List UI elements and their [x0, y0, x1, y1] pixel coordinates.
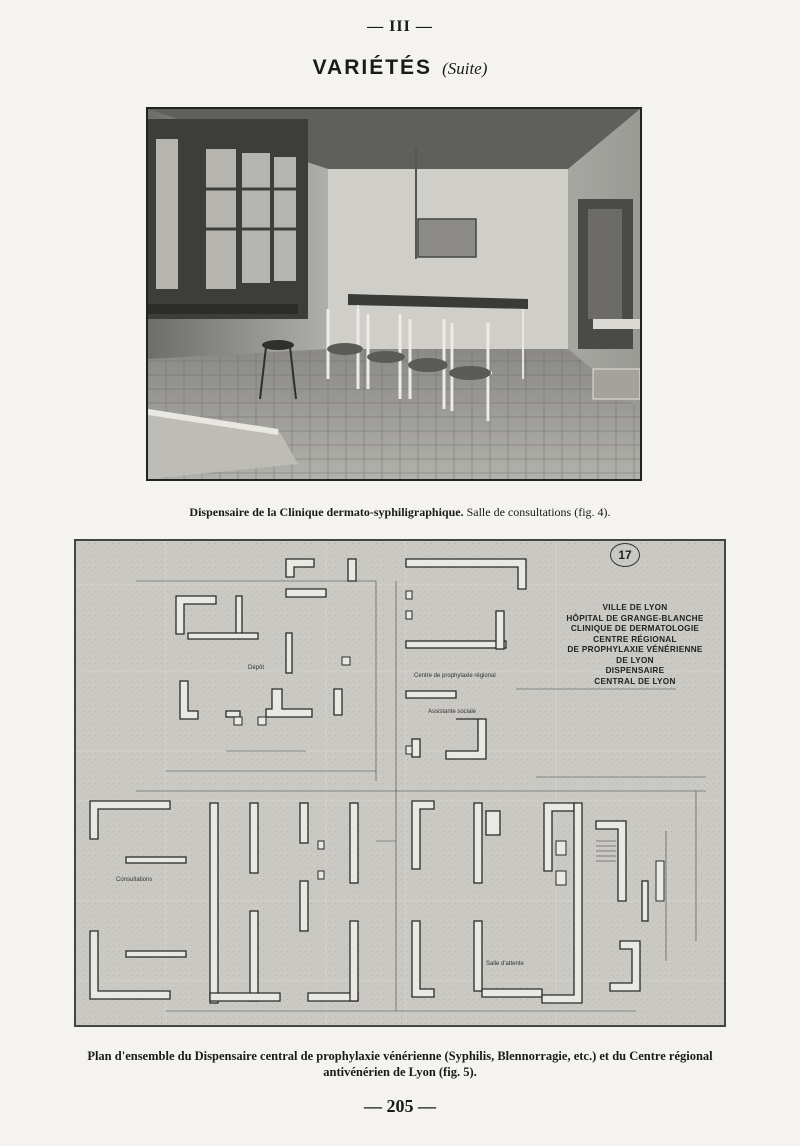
room-label: Salle d'attente	[486, 961, 524, 967]
room-label: Consultations	[116, 877, 153, 883]
running-page-number: — III —	[367, 18, 433, 35]
figure4-caption-bold: Dispensaire de la Clinique dermato-syphiligraphique.	[189, 505, 464, 519]
figure5-caption	[0, 1048, 800, 1080]
section-title-main: VARIÉTÉS	[312, 56, 433, 79]
section-title-suffix: (Suite)	[442, 59, 488, 78]
section-title	[0, 56, 800, 80]
plan-title-line: DISPENSAIRE	[605, 666, 665, 675]
plan-title-line: CENTRE RÉGIONAL	[593, 634, 677, 644]
figure4-caption	[0, 505, 800, 520]
floor-plan	[74, 539, 726, 1027]
figure4-caption-rest: Salle de consultations (fig. 4).	[466, 505, 611, 519]
room-label: Dépôt	[248, 665, 265, 671]
room-label: Assistante sociale	[428, 709, 477, 715]
plan-sheet-number: 17	[610, 543, 640, 567]
figure5-caption-line1: Plan d'ensemble du Dispensaire central de prophylaxie vénérienne (Syphilis, Blennorragie, etc.) et du Centre régional	[87, 1049, 713, 1063]
plan-title-line: DE LYON	[616, 655, 654, 665]
plan-title-line: HÔPITAL DE GRANGE-BLANCHE	[566, 613, 704, 623]
plan-title-line: CENTRAL DE LYON	[594, 676, 676, 686]
consultation-room-photo	[146, 107, 642, 481]
room-label: Centre de prophylaxie régional	[414, 673, 496, 679]
plan-title-block	[554, 603, 716, 687]
plan-title-line: CLINIQUE DE DERMATOLOGIE	[570, 624, 700, 633]
page-number: — 205 —	[364, 1096, 436, 1116]
plan-title-line: DE PROPHYLAXIE VÉNÉRIENNE	[567, 645, 703, 654]
figure5-caption-line2: antivénérien de Lyon (fig. 5).	[323, 1065, 477, 1079]
plan-title-line: VILLE DE LYON	[602, 603, 668, 612]
